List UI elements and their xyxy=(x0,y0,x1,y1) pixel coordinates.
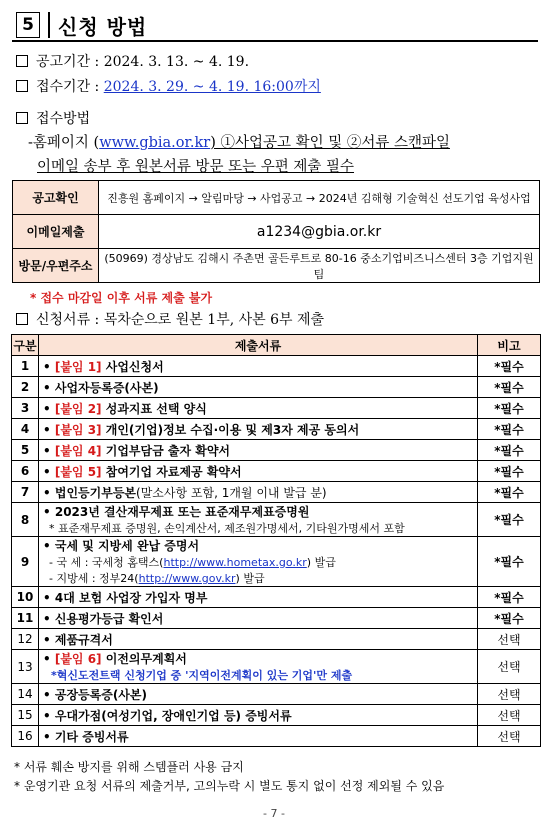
method-title: 접수방법 xyxy=(16,108,90,128)
email-value[interactable]: a1234@gbia.or.kr xyxy=(99,215,540,249)
table-row: 14 • 공장등록증(사본) 선택 xyxy=(12,684,541,705)
info-key: 이메일제출 xyxy=(13,215,99,249)
method-line-1: -홈페이지 (www.gbia.or.kr) ①사업공고 확인 및 ②서류 스캔파일 xyxy=(28,135,450,151)
info-table xyxy=(12,180,540,283)
table-row: 7 • 법인등기부등본(말소사항 포함, 1개월 이내 발급 분) *필수 xyxy=(12,482,541,503)
info-row xyxy=(13,215,540,249)
info-key: 방문/우편주소 xyxy=(13,249,99,283)
info-row xyxy=(13,181,540,215)
table-row: 12 • 제품규격서 선택 xyxy=(12,629,541,650)
table-row: 13 • [붙임 6] 이전의무계획서 *혁신도전트랙 신청기업 중 '지역이전계획이 있는 기업'만 제출 선택 xyxy=(12,650,541,684)
homepage-link[interactable]: www.gbia.or.kr xyxy=(99,135,211,151)
section-divider xyxy=(48,12,50,38)
info-value: (50969) 경상남도 김해시 주촌면 골든루트로 80-16 중소기업비즈니스센터 3층 기업지원팀 xyxy=(99,249,540,283)
table-row: 4 • [붙임 3] 개인(기업)정보 수집·이용 및 제3자 제공 동의서 *필수 xyxy=(12,419,541,440)
info-row xyxy=(13,249,540,283)
table-header-row xyxy=(12,335,541,356)
page-number: - 7 - xyxy=(263,807,285,820)
table-row: 1 • [붙임 1] 사업신청서 *필수 xyxy=(12,356,541,377)
announce-period: 공고기간 : 2024. 3. 13. ~ 4. 19. xyxy=(16,51,249,71)
checkbox-square-icon xyxy=(16,55,28,67)
hometax-link[interactable]: http://www.hometax.go.kr xyxy=(163,556,307,569)
section-number: 5 xyxy=(16,12,40,38)
table-row: 8 • 2023년 결산재무제표 또는 표준재무제표증명원 * 표준재무제표 증명원, 손익계산서, 제조원가명세서, 기타원가명세서 포함 *필수 xyxy=(12,503,541,537)
info-key: 공고확인 xyxy=(13,181,99,215)
table-row: 2 • 사업자등록증(사본) *필수 xyxy=(12,377,541,398)
table-row: 9 • 국세 및 지방세 완납 증명서 - 국 세 : 국세청 홈택스(http://www.hometax.go.kr) 발급 - 지방세 : 정부24(http://www.gov.kr) 발급 *필수 xyxy=(12,537,541,587)
table-row: 10 • 4대 보험 사업장 가입자 명부 *필수 xyxy=(12,587,541,608)
documents-table xyxy=(11,334,541,747)
deadline-notice: * 접수 마감일 이후 서류 제출 불가 xyxy=(30,291,213,305)
table-row: 3 • [붙임 2] 성과지표 선택 양식 *필수 xyxy=(12,398,541,419)
section-underline xyxy=(12,40,538,42)
section-title: 신청 방법 xyxy=(58,15,148,39)
header-no: 구분 xyxy=(12,335,39,356)
checkbox-square-icon xyxy=(16,80,28,92)
checkbox-square-icon xyxy=(16,313,28,325)
table-row: 5 • [붙임 4] 기업부담금 출자 확약서 *필수 xyxy=(12,440,541,461)
footnote: * 운영기관 요청 서류의 제출거부, 고의누락 시 별도 통지 없이 선정 제외될 수 있음 xyxy=(14,779,445,793)
method-line-2: 이메일 송부 후 원본서류 방문 또는 우편 제출 필수 xyxy=(37,159,355,175)
table-row: 11 • 신용평가등급 확인서 *필수 xyxy=(12,608,541,629)
info-value: 진흥원 홈페이지 → 알림마당 → 사업공고 → 2024년 김해형 기술혁신 선도기업 육성사업 xyxy=(99,181,540,215)
receipt-period-value: 2024. 3. 29. ~ 4. 19. 16:00까지 xyxy=(103,79,321,95)
apply-docs-title: 신청서류 : 목차순으로 원본 1부, 사본 6부 제출 xyxy=(16,309,324,329)
footnote: * 서류 훼손 방지를 위해 스템플러 사용 금지 xyxy=(14,760,244,774)
gov24-link[interactable]: http://www.gov.kr xyxy=(138,572,236,585)
receipt-period: 접수기간 : 2024. 3. 29. ~ 4. 19. 16:00까지 xyxy=(16,76,321,96)
header-note: 비고 xyxy=(478,335,541,356)
table-row: 16 • 기타 증빙서류 선택 xyxy=(12,726,541,747)
table-row: 6 • [붙임 5] 참여기업 자료제공 확약서 *필수 xyxy=(12,461,541,482)
section-header xyxy=(12,6,538,40)
checkbox-square-icon xyxy=(16,112,28,124)
table-row: 15 • 우대가점(여성기업, 장애인기업 등) 증빙서류 선택 xyxy=(12,705,541,726)
header-doc: 제출서류 xyxy=(39,335,478,356)
